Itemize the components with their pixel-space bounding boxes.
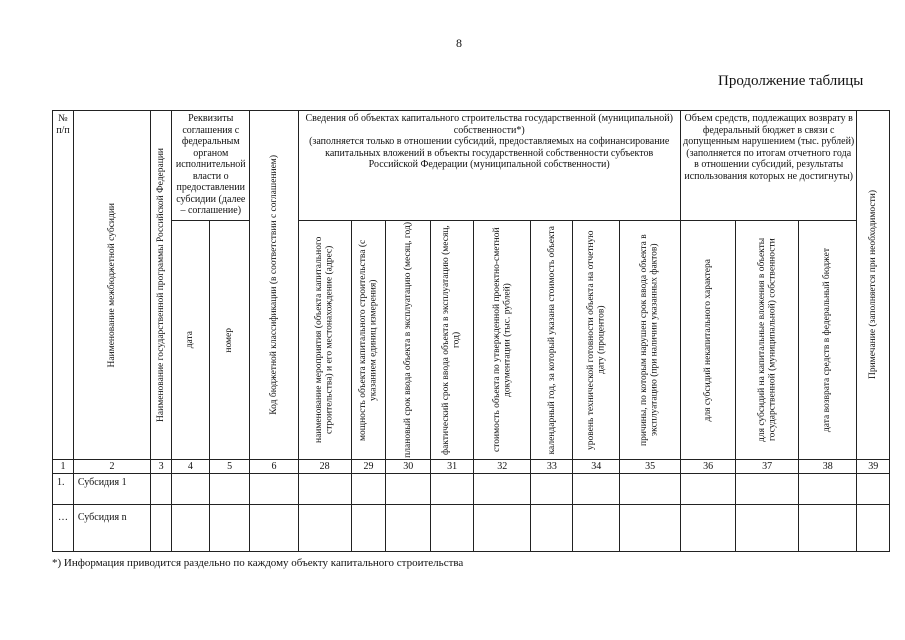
construction-group-line1: Сведения об объектах капитального строительства государственной (муниципальной) собственности*): [305, 113, 673, 136]
report-table: [52, 110, 890, 552]
page-number: 8: [456, 36, 462, 50]
construction-group-line2: (заполняется только в отношении субсидий, предоставляемых на софинансирование капитальных вложений в объекты государственной собственности субъектов Российской Федерации (муниципальной собственности): [309, 136, 670, 170]
refund-group-line2: (заполняется по итогам отчетного года в отношении субсидий, результаты использования которых не достигнуты): [684, 147, 853, 182]
header-col-33: календарный год, за который указана стоимость объекта: [531, 221, 573, 460]
column-number: 3: [151, 460, 172, 474]
column-number: 2: [73, 460, 150, 474]
footnote: *) Информация приводится раздельно по каждому объекту капитального строительства: [52, 557, 464, 569]
header-construction-group: [298, 111, 680, 221]
column-number: 31: [431, 460, 474, 474]
table-row: [53, 505, 890, 552]
row-number: 1.: [53, 474, 74, 505]
column-number: 37: [736, 460, 799, 474]
column-number: 38: [798, 460, 857, 474]
header-col-38: дата возврата средств в федеральный бюджет: [798, 221, 857, 460]
column-number: 1: [53, 460, 74, 474]
table-row: [53, 474, 890, 505]
column-number: 36: [680, 460, 735, 474]
column-number: 32: [474, 460, 531, 474]
header-col-29: мощность объекта капитального строительства (с указанием единиц измерения): [351, 221, 385, 460]
header-col-32: стоимость объекта по утвержденной проектно-сметной документации (тыс. рублей): [474, 221, 531, 460]
header-subsidy-name: Наименование межбюджетной субсидии: [73, 111, 150, 460]
column-number: 30: [386, 460, 431, 474]
header-col-31: фактический срок ввода объекта в эксплуатацию (месяц, год): [431, 221, 474, 460]
continuation-title: Продолжение таблицы: [718, 73, 864, 89]
column-number-row: [53, 460, 890, 474]
column-number: 35: [620, 460, 681, 474]
column-number: 34: [573, 460, 620, 474]
header-refund-group: [680, 111, 857, 221]
header-col-34: уровень технической готовности объекта на отчетную дату (процентов): [573, 221, 620, 460]
header-budget-code: Код бюджетной классификации (в соответствии с соглашением): [250, 111, 298, 460]
header-col-28: наименование мероприятия (объекта капитального строительства) и его местонахождение (адрес): [298, 221, 351, 460]
header-col-35: причины, по которым нарушен срок ввода объекта в эксплуатацию (при наличии указанных фактов): [620, 221, 681, 460]
column-number: 5: [209, 460, 250, 474]
row-subsidy-name: Субсидия n: [73, 505, 150, 552]
column-number: 6: [250, 460, 298, 474]
column-number: 28: [298, 460, 351, 474]
header-num: № п/п: [53, 111, 74, 460]
header-col-30: плановый срок ввода объекта в эксплуатацию (месяц, год): [386, 221, 431, 460]
refund-group-line1: Объем средств, подлежащих возврату в федеральный бюджет в связи с допущенным нарушением (тыс. рублей): [683, 113, 855, 147]
header-program-name: Наименование государственной программы Российской Федерации: [151, 111, 172, 460]
column-number: 4: [172, 460, 210, 474]
header-agreement-group: Реквизиты соглашения с федеральным органом исполнительной власти о предоставлении субсидии (далее – соглашение): [172, 111, 250, 221]
header-note: Примечание (заполняется при необходимости): [857, 111, 890, 460]
row-subsidy-name: Субсидия 1: [73, 474, 150, 505]
column-number: 33: [531, 460, 573, 474]
row-number: …: [53, 505, 74, 552]
header-col-36: для субсидий некапитального характера: [680, 221, 735, 460]
header-col-37: для субсидий на капитальные вложения в объекты государственной (муниципальной) собственности: [736, 221, 799, 460]
header-agreement-number: номер: [209, 221, 250, 460]
column-number: 29: [351, 460, 385, 474]
column-number: 39: [857, 460, 890, 474]
header-agreement-date: дата: [172, 221, 210, 460]
